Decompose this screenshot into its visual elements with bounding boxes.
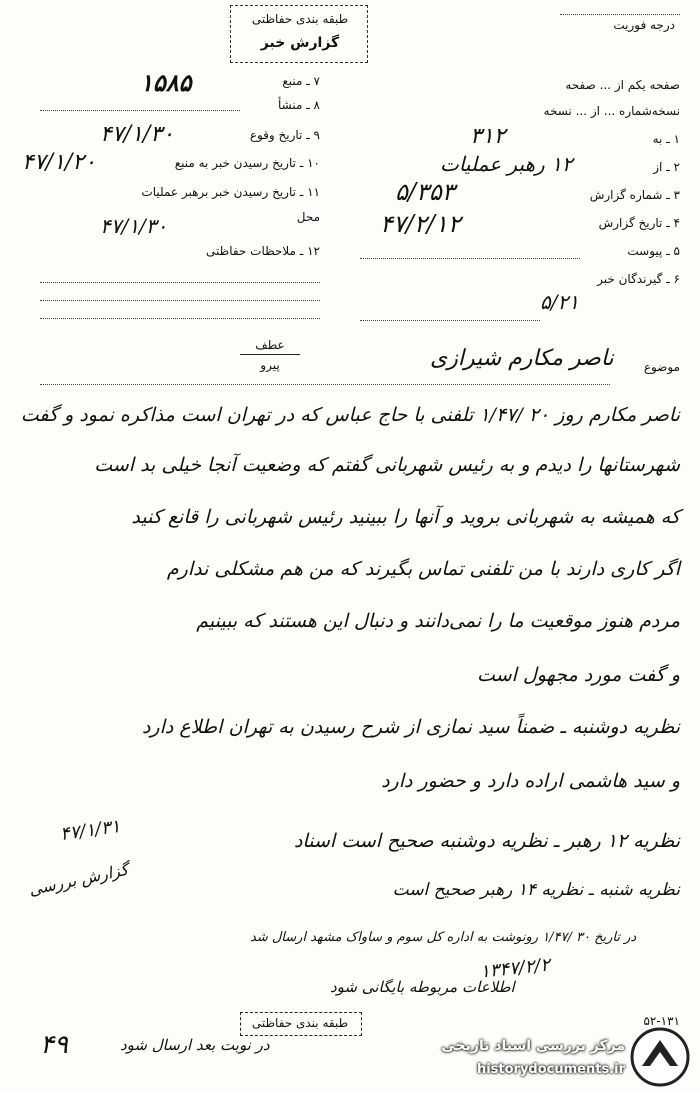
body-line: ناصر مکارم روز ۲۰ /۱/۴۷ تلفنی با حاج عباس که در تهران است مذاکره نمود و گفت [20,404,680,426]
watermark-url: historydocuments.ir [476,1062,625,1077]
body-line: و سید هاشمی اراده دارد و حضور دارد [381,770,680,792]
report-number-label: ۳ ـ شماره گزارش [589,188,680,202]
subject-value: ناصر مکارم شیرازی [430,346,614,371]
body-line: شهرستانها را دیدم و به رئیس شهربانی گفتم که وضعیت آنجا خیلی بد است [94,454,680,476]
report-number-value: ۵/۳۵۳ [395,178,455,206]
place-value: ۴۷/۱/۳۰ [100,214,168,238]
subject-label: موضوع [643,360,680,374]
form-code: ۵۲-۱۳۱ [643,1014,680,1028]
received-leader-label: ۱۱ ـ تاریخ رسیدن خبر برهبر عملیات [141,185,320,199]
margin-note: ۱۳۴۷/۲/۲ [479,954,552,983]
report-title: گزارش خبر [260,35,340,51]
classification-bottom: طبقه بندی حفاظتی [251,1016,349,1030]
copy-line: نسخه‌شماره ... از ... نسخه [543,104,680,118]
body-line: نظریه دوشنبه ـ ضمناً سید نمازی از شرح رسیدن به تهران اطلاع دارد [141,716,680,738]
received-source-label: ۱۰ ـ تاریخ رسیدن خبر به منبع [174,156,320,170]
body-line: و گفت مورد مجهول است [477,664,680,686]
margin-note: ۴۷/۱/۳۱ [58,815,122,846]
source-value: ۱۵۸۵ [140,68,192,97]
event-date-label: ۹ ـ تاریخ وقوع [249,128,320,142]
origin-label: ۸ ـ منشأ [277,98,320,112]
to-value: ۳۱۲ [470,124,506,149]
recipients-value: ۵/۲۱ [540,290,579,314]
ref-peyro: پیرو [260,358,280,372]
from-label: ۲ ـ از [653,160,680,174]
report-date-value: ۴۷/۲/۱۲ [380,210,461,238]
place-label: محل [296,210,320,224]
page-line: صفحه یکم از ... صفحه [565,78,680,92]
to-label: ۱ ـ به [652,132,680,146]
margin-note: اطلاعات مربوطه بایگانی شود [330,978,515,996]
margin-note: در تاریخ ۳۰ /۱/۴۷ رونوشت به اداره کل سوم و ساواک مشهد ارسال شد [250,930,637,945]
remarks-label: ۱۲ ـ ملاحظات حفاظتی [206,244,320,258]
body-line: اگر کاری دارند با من تلفنی تماس بگیرند که من هم مشکلی ندارم [166,558,680,580]
priority-label: درجه فوریت [613,18,675,32]
classification-top: طبقه بندی حفاظتی [251,12,349,26]
body-line: نظریه شنبه ـ نظریه ۱۴ رهبر صحیح است [392,880,680,900]
watermark-title: مرکز بررسی اسناد تاریخی [441,1038,625,1054]
attachment-label: ۵ ـ پیوست [627,244,680,258]
body-line: که همیشه به شهربانی بروید و آنها را ببینید رئیس شهربانی را قانع کنید [131,506,680,528]
from-value: ۱۲ رهبر عملیات [440,152,573,176]
body-line: نظریه ۱۲ رهبر ـ نظریه دوشنبه صحیح است اسناد [293,830,680,852]
source-label: ۷ ـ منبع [282,74,320,88]
archive-logo-icon [628,1026,692,1088]
received-source-value: ۴۷/۱/۲۰ [22,150,96,175]
report-date-label: ۴ ـ تاریخ گزارش [598,216,680,230]
page-number: ۴۹ [40,1030,68,1060]
body-line: مردم هنوز موقعیت ما را نمی‌دانند و دنبال این هستند که ببینیم [196,610,680,632]
recipients-label: ۶ ـ گیرندگان خبر [597,272,680,286]
margin-note: گزارش بررسی [27,859,130,900]
ref-atf: عطف [255,338,285,352]
event-date-value: ۴۷/۱/۳۰ [100,122,174,147]
bottom-note: در نوبت بعد ارسال شود [120,1036,270,1054]
